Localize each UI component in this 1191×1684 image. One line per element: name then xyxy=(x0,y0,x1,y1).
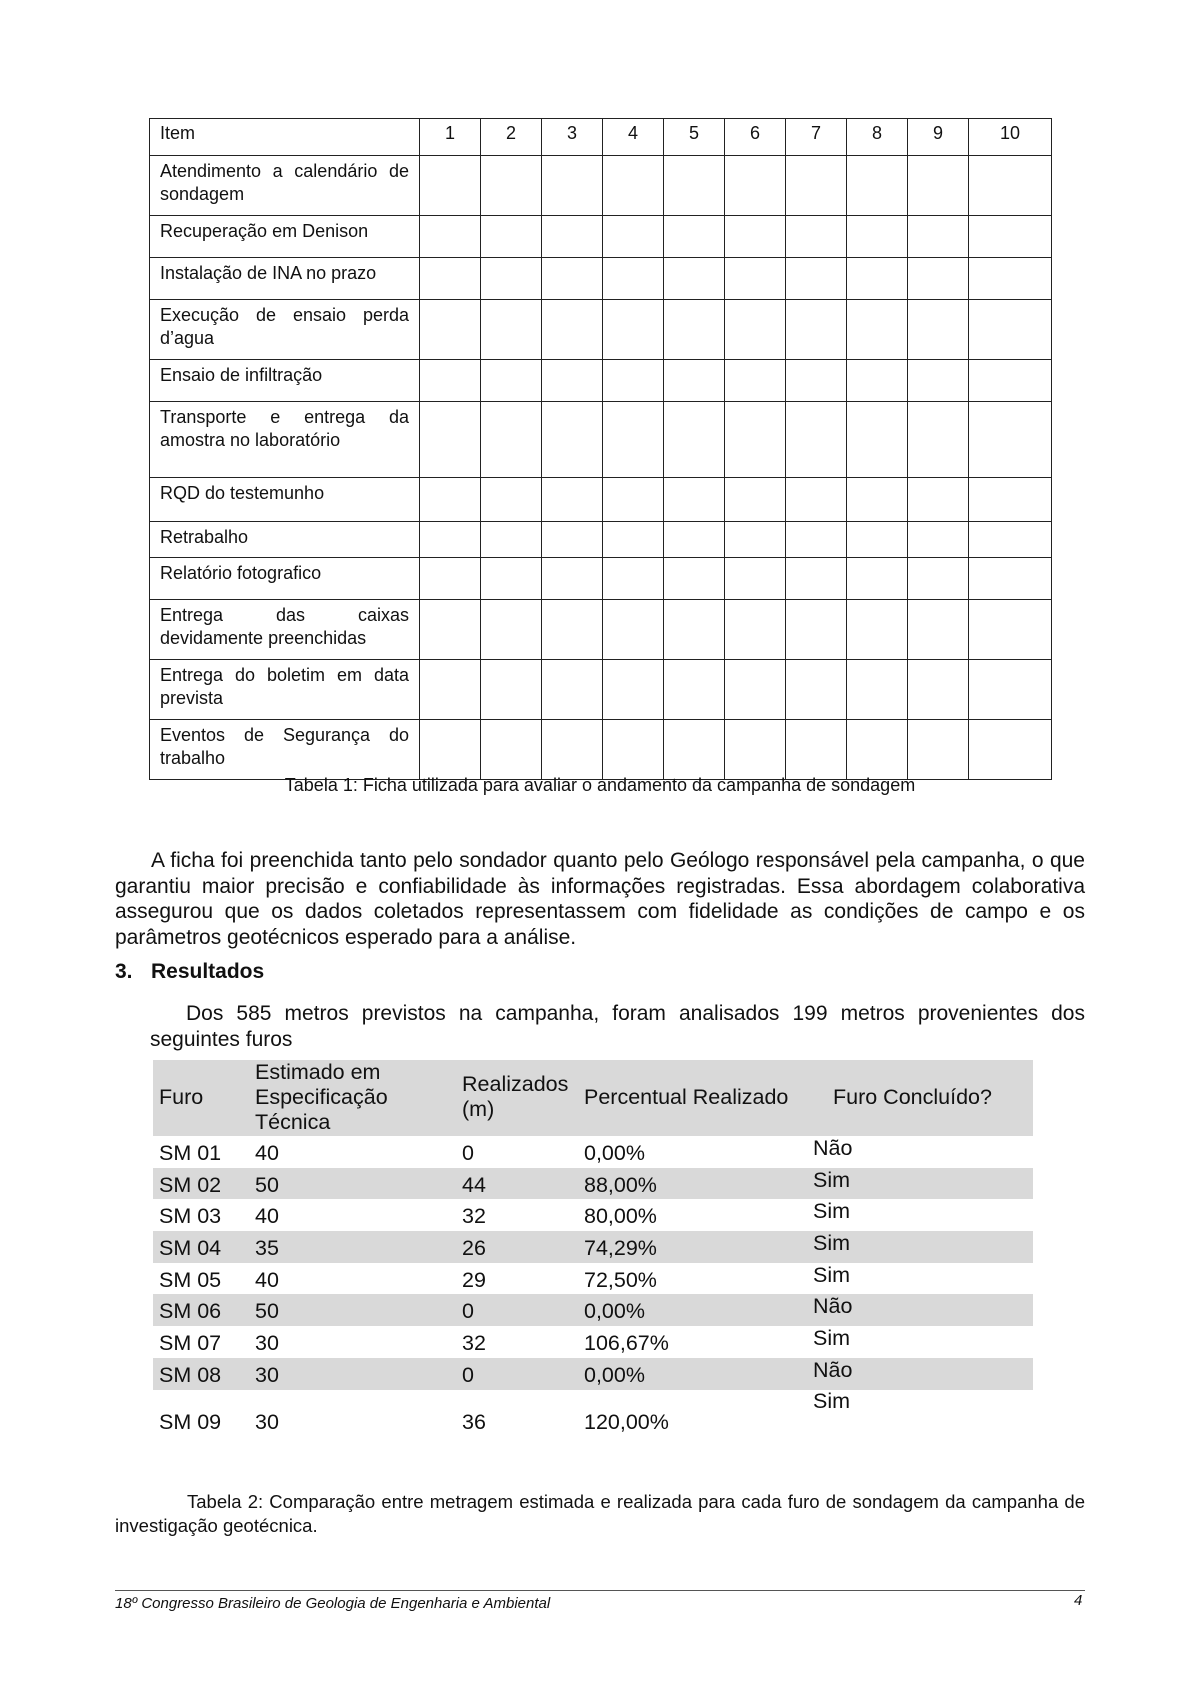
score-cell xyxy=(481,600,542,660)
score-cell xyxy=(542,156,603,216)
header-cell: 6 xyxy=(725,119,786,156)
table1-caption: Tabela 1: Ficha utilizada para avaliar o andamento da campanha de sondagem xyxy=(284,775,916,795)
table-row xyxy=(150,402,1052,478)
results-intro: Dos 585 metros previstos na campanha, foram analisados 199 metros provenientes dos seguintes furos xyxy=(150,1002,1085,1051)
cell-estimado: 30 xyxy=(255,1409,279,1434)
cell-realizados: 0 xyxy=(462,1299,474,1324)
score-cell xyxy=(725,522,786,558)
cell-furo: SM 09 xyxy=(159,1409,222,1434)
score-cell xyxy=(908,258,969,300)
results-table xyxy=(153,1060,1033,1437)
score-cell xyxy=(420,522,481,558)
score-cell xyxy=(786,258,847,300)
score-cell xyxy=(420,258,481,300)
score-cell xyxy=(786,216,847,258)
score-cell xyxy=(420,478,481,522)
cell-concluido: Não xyxy=(813,1136,853,1160)
cell-furo: SM 08 xyxy=(159,1362,222,1387)
cell-percentual: 74,29% xyxy=(584,1236,657,1261)
table-row xyxy=(150,156,1052,216)
cell-furo: SM 07 xyxy=(159,1331,222,1356)
cell-realizados: 0 xyxy=(462,1362,474,1387)
score-cell xyxy=(908,300,969,360)
footer-divider xyxy=(115,1590,1085,1591)
cell-furo: SM 02 xyxy=(159,1172,222,1197)
cell-concluido: Sim xyxy=(813,1167,851,1192)
cell-furo: SM 05 xyxy=(159,1267,222,1292)
score-cell xyxy=(786,402,847,478)
table-row xyxy=(153,1390,1033,1437)
criterion-label: Relatório fotografico xyxy=(150,558,420,600)
cell-percentual: 120,00% xyxy=(584,1409,669,1434)
score-cell xyxy=(420,156,481,216)
score-cell xyxy=(664,156,725,216)
score-cell xyxy=(542,478,603,522)
table-row xyxy=(153,1263,1033,1295)
score-cell xyxy=(603,522,664,558)
score-cell xyxy=(420,216,481,258)
score-cell xyxy=(847,156,908,216)
score-cell xyxy=(969,478,1052,522)
score-cell xyxy=(542,558,603,600)
score-cell xyxy=(603,156,664,216)
score-cell xyxy=(725,558,786,600)
cell-furo: SM 03 xyxy=(159,1204,222,1229)
cell-estimado: 40 xyxy=(255,1267,279,1292)
cell-furo: SM 01 xyxy=(159,1141,222,1165)
criterion-label: Atendimento a calendário de sondagem xyxy=(150,156,420,216)
body-paragraph: A ficha foi preenchida tanto pelo sondador quanto pelo Geólogo responsável pela campanha, o que garantiu maior precisão e confiabilidade às informações registradas. Essa abordagem colaborativa assegurou que os dados coletados representassem com fidelidade as condições de campo e os parâmetros geotécnicos esperado para a análise. xyxy=(115,849,1085,949)
score-cell xyxy=(481,522,542,558)
table-row xyxy=(150,478,1052,522)
header-estimado xyxy=(255,1060,388,1135)
score-cell xyxy=(786,522,847,558)
score-cell xyxy=(725,600,786,660)
score-cell xyxy=(908,156,969,216)
header-realizados-line: (m) xyxy=(462,1097,495,1121)
score-cell xyxy=(786,478,847,522)
criterion-label: RQD do testemunho xyxy=(150,478,420,522)
score-cell xyxy=(664,360,725,402)
score-cell xyxy=(847,402,908,478)
cell-realizados: 29 xyxy=(462,1267,486,1292)
header-cell: 9 xyxy=(908,119,969,156)
header-percentual: Percentual Realizado xyxy=(584,1085,789,1109)
cell-percentual: 72,50% xyxy=(584,1267,657,1292)
score-cell xyxy=(664,258,725,300)
cell-percentual: 80,00% xyxy=(584,1204,657,1229)
score-cell xyxy=(603,360,664,402)
cell-furo: SM 06 xyxy=(159,1299,222,1324)
footer-text: 18º Congresso Brasileiro de Geologia de Engenharia e Ambiental xyxy=(115,1595,551,1612)
cell-concluido: Sim xyxy=(813,1231,851,1256)
cell-concluido: Sim xyxy=(813,1199,851,1224)
score-cell xyxy=(481,156,542,216)
score-cell xyxy=(603,660,664,720)
header-cell: 10 xyxy=(969,119,1052,156)
score-cell xyxy=(664,402,725,478)
score-cell xyxy=(908,660,969,720)
score-cell xyxy=(542,660,603,720)
cell-percentual: 0,00% xyxy=(584,1141,645,1165)
cell-realizados: 36 xyxy=(462,1409,486,1434)
score-cell xyxy=(847,216,908,258)
section-title: Resultados xyxy=(151,960,265,983)
header-estimado-line: Estimado em xyxy=(255,1060,381,1084)
cell-concluido: Não xyxy=(813,1294,853,1319)
criterion-label: Entrega das caixas devidamente preenchidas xyxy=(150,600,420,660)
evaluation-form-table xyxy=(149,118,1052,780)
table-row xyxy=(153,1358,1033,1390)
score-cell xyxy=(603,558,664,600)
score-cell xyxy=(664,478,725,522)
score-cell xyxy=(969,216,1052,258)
score-cell xyxy=(969,558,1052,600)
cell-percentual: 106,67% xyxy=(584,1331,669,1356)
score-cell xyxy=(847,360,908,402)
table-row xyxy=(150,558,1052,600)
score-cell xyxy=(969,300,1052,360)
cell-estimado: 30 xyxy=(255,1362,279,1387)
score-cell xyxy=(603,300,664,360)
cell-concluido: Sim xyxy=(813,1326,851,1351)
cell-estimado: 50 xyxy=(255,1299,279,1324)
table-row xyxy=(150,522,1052,558)
score-cell xyxy=(481,360,542,402)
score-cell xyxy=(908,478,969,522)
score-cell xyxy=(542,720,603,780)
header-cell: 2 xyxy=(481,119,542,156)
score-cell xyxy=(420,360,481,402)
score-cell xyxy=(542,522,603,558)
criterion-label: Transporte e entrega da amostra no laboratório xyxy=(150,402,420,478)
cell-estimado: 40 xyxy=(255,1204,279,1229)
cell-realizados: 44 xyxy=(462,1172,486,1197)
score-cell xyxy=(908,558,969,600)
section-number: 3. xyxy=(115,960,133,983)
score-cell xyxy=(786,600,847,660)
score-cell xyxy=(420,660,481,720)
table-row xyxy=(150,720,1052,780)
score-cell xyxy=(908,216,969,258)
score-cell xyxy=(481,478,542,522)
criterion-label: Entrega do boletim em data prevista xyxy=(150,660,420,720)
table-row xyxy=(153,1294,1033,1326)
score-cell xyxy=(542,600,603,660)
score-cell xyxy=(725,720,786,780)
cell-concluido: Sim xyxy=(813,1262,851,1287)
criterion-label: Instalação de INA no prazo xyxy=(150,258,420,300)
score-cell xyxy=(908,600,969,660)
cell-estimado: 40 xyxy=(255,1141,279,1165)
score-cell xyxy=(847,300,908,360)
score-cell xyxy=(725,216,786,258)
score-cell xyxy=(786,156,847,216)
cell-realizados: 32 xyxy=(462,1331,486,1356)
header-cell: 3 xyxy=(542,119,603,156)
table-row xyxy=(150,216,1052,258)
score-cell xyxy=(664,522,725,558)
score-cell xyxy=(664,300,725,360)
score-cell xyxy=(847,600,908,660)
page-number: 4 xyxy=(1074,1592,1083,1609)
cell-estimado: 35 xyxy=(255,1236,279,1261)
header-realizados-line: Realizados xyxy=(462,1072,569,1096)
criterion-label: Execução de ensaio perda d’agua xyxy=(150,300,420,360)
cell-percentual: 0,00% xyxy=(584,1299,645,1324)
table-row xyxy=(153,1326,1033,1358)
table-row xyxy=(150,360,1052,402)
score-cell xyxy=(969,156,1052,216)
header-cell: 4 xyxy=(603,119,664,156)
score-cell xyxy=(969,402,1052,478)
score-cell xyxy=(603,600,664,660)
score-cell xyxy=(603,258,664,300)
score-cell xyxy=(481,720,542,780)
score-cell xyxy=(847,258,908,300)
header-estimado-line: Especificação xyxy=(255,1085,388,1109)
header-cell: 1 xyxy=(420,119,481,156)
score-cell xyxy=(969,258,1052,300)
score-cell xyxy=(542,258,603,300)
score-cell xyxy=(847,660,908,720)
score-cell xyxy=(725,300,786,360)
score-cell xyxy=(725,402,786,478)
cell-percentual: 0,00% xyxy=(584,1362,645,1387)
header-cell: 7 xyxy=(786,119,847,156)
cell-realizados: 26 xyxy=(462,1236,486,1261)
score-cell xyxy=(481,216,542,258)
score-cell xyxy=(908,402,969,478)
section-heading xyxy=(115,960,264,984)
score-cell xyxy=(542,216,603,258)
table-row xyxy=(153,1231,1033,1263)
table-row xyxy=(150,600,1052,660)
score-cell xyxy=(542,360,603,402)
score-cell xyxy=(481,558,542,600)
score-cell xyxy=(786,660,847,720)
score-cell xyxy=(786,360,847,402)
cell-percentual: 88,00% xyxy=(584,1172,657,1197)
table-header-row xyxy=(150,119,1052,156)
score-cell xyxy=(664,216,725,258)
score-cell xyxy=(603,478,664,522)
score-cell xyxy=(969,360,1052,402)
score-cell xyxy=(908,360,969,402)
score-cell xyxy=(847,720,908,780)
score-cell xyxy=(542,300,603,360)
score-cell xyxy=(847,558,908,600)
score-cell xyxy=(847,478,908,522)
table-row xyxy=(150,660,1052,720)
table-row xyxy=(150,300,1052,360)
score-cell xyxy=(542,402,603,478)
score-cell xyxy=(481,300,542,360)
cell-estimado: 30 xyxy=(255,1331,279,1356)
score-cell xyxy=(664,720,725,780)
score-cell xyxy=(603,720,664,780)
table2-caption: Tabela 2: Comparação entre metragem estimada e realizada para cada furo de sondagem da campanha de investigação geotécnica. xyxy=(115,1491,1085,1536)
score-cell xyxy=(664,600,725,660)
header-realizados xyxy=(462,1072,568,1122)
score-cell xyxy=(420,558,481,600)
score-cell xyxy=(908,522,969,558)
cell-furo: SM 04 xyxy=(159,1236,222,1261)
score-cell xyxy=(664,660,725,720)
score-cell xyxy=(603,216,664,258)
table-row xyxy=(150,258,1052,300)
score-cell xyxy=(969,720,1052,780)
score-cell xyxy=(725,360,786,402)
criterion-label: Recuperação em Denison xyxy=(150,216,420,258)
table-row xyxy=(153,1136,1033,1168)
score-cell xyxy=(725,156,786,216)
score-cell xyxy=(786,300,847,360)
score-cell xyxy=(481,402,542,478)
score-cell xyxy=(420,402,481,478)
cell-estimado: 50 xyxy=(255,1172,279,1197)
score-cell xyxy=(847,522,908,558)
score-cell xyxy=(908,720,969,780)
cell-concluido: Sim xyxy=(813,1388,851,1413)
score-cell xyxy=(725,660,786,720)
score-cell xyxy=(725,478,786,522)
header-concluido: Furo Concluído? xyxy=(833,1085,992,1109)
table-row xyxy=(153,1199,1033,1231)
results-table-header xyxy=(153,1060,1033,1136)
header-furo: Furo xyxy=(159,1085,204,1109)
score-cell xyxy=(664,558,725,600)
cell-concluido: Não xyxy=(813,1357,853,1382)
header-cell: Item xyxy=(150,119,420,156)
score-cell xyxy=(420,600,481,660)
criterion-label: Ensaio de infiltração xyxy=(150,360,420,402)
header-cell: 5 xyxy=(664,119,725,156)
score-cell xyxy=(969,660,1052,720)
score-cell xyxy=(725,258,786,300)
score-cell xyxy=(481,660,542,720)
header-cell: 8 xyxy=(847,119,908,156)
cell-realizados: 32 xyxy=(462,1204,486,1229)
score-cell xyxy=(420,720,481,780)
score-cell xyxy=(969,600,1052,660)
criterion-label: Retrabalho xyxy=(150,522,420,558)
score-cell xyxy=(786,720,847,780)
header-estimado-line: Técnica xyxy=(255,1110,331,1134)
score-cell xyxy=(420,300,481,360)
score-cell xyxy=(481,258,542,300)
cell-realizados: 0 xyxy=(462,1141,474,1165)
score-cell xyxy=(786,558,847,600)
criterion-label: Eventos de Segurança do trabalho xyxy=(150,720,420,780)
score-cell xyxy=(969,522,1052,558)
table-row xyxy=(153,1168,1033,1200)
score-cell xyxy=(603,402,664,478)
